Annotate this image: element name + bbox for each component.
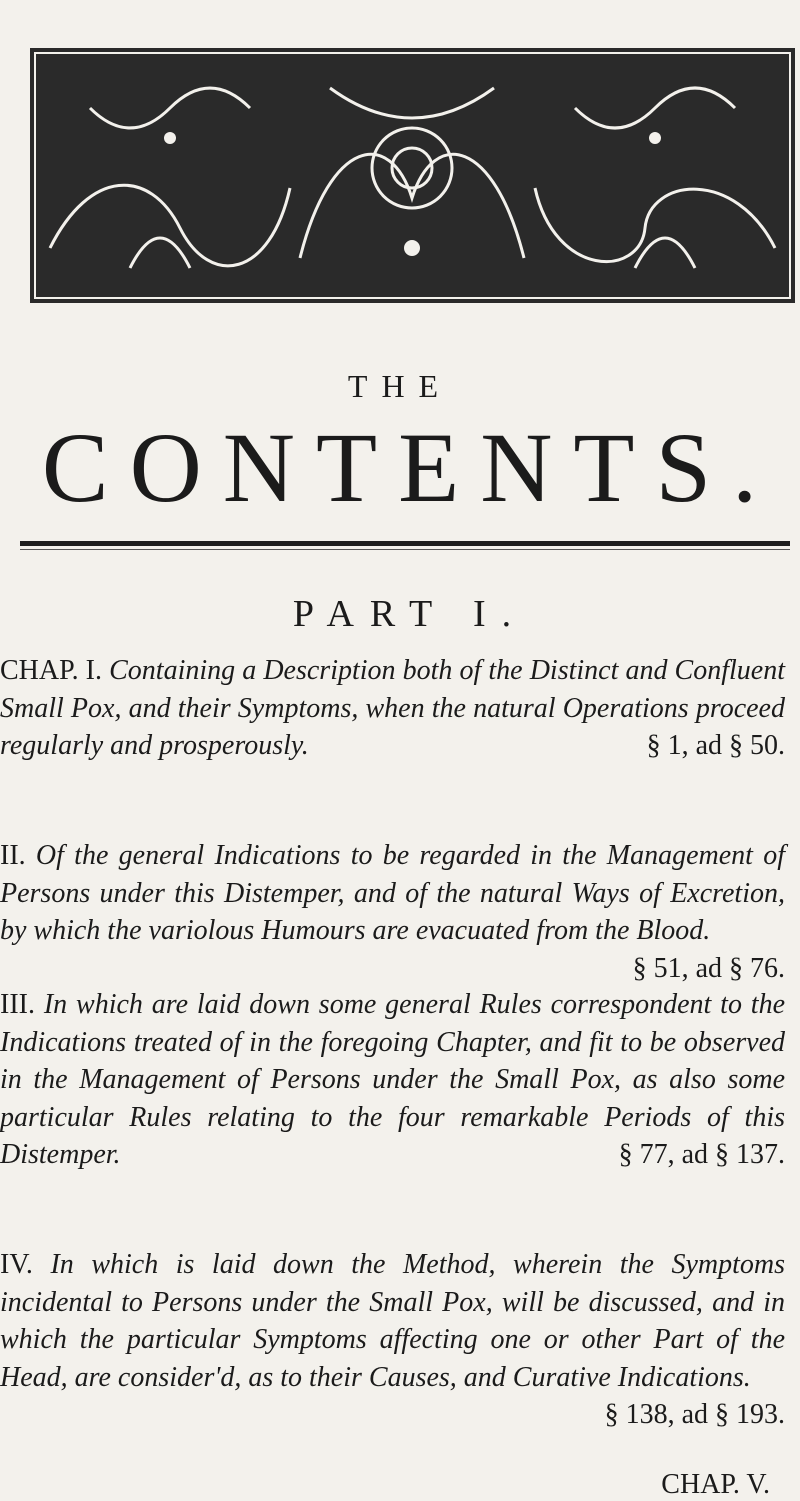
contents-entry-chap-3 xyxy=(0,986,785,1174)
catchword: CHAP. V. xyxy=(661,1469,770,1500)
entry-text: Of the general Indications to be regarded in the Management of Persons under this Distemper, and of the natural Ways of Excretion, by which the variolous Humours are evacuated from the Blood. xyxy=(0,840,785,946)
title-contents: CONTENTS. xyxy=(41,412,779,523)
contents-entry-chap-2 xyxy=(0,837,785,987)
entry-text: Containing a Description both of the Distinct and Confluent Small Pox, and their Symptoms, when the natural Operations proceed regularly and prosperously. xyxy=(0,655,786,761)
entry-text: In which is laid down the Method, wherein the Symptoms incidental to Persons under the Small Pox, will be discussed, and in which the particular Symptoms affecting one or other Part of the Head, are consider'd, as to their Causes, and Curative Indications. xyxy=(0,1249,785,1393)
contents-entry-chap-1 xyxy=(0,652,785,765)
entry-section-ref: § 1, ad § 50. xyxy=(646,730,785,761)
title-rule xyxy=(20,541,790,546)
entry-label: IV. xyxy=(0,1249,33,1280)
entry-section-ref: § 138, ad § 193. xyxy=(604,1399,785,1430)
title-rule-thin xyxy=(20,549,790,550)
entry-label: CHAP. I. xyxy=(0,655,103,686)
part-heading: PART I. xyxy=(292,593,528,635)
title-the: THE xyxy=(347,368,453,404)
entry-text: In which are laid down some general Rules correspondent to the Indications treated of in the foregoing Chapter, and fit to be observed in the Management of Persons under the Small Pox, as also some particular Rules relating to the four remarkable Periods of this Distemper. xyxy=(0,989,786,1170)
entry-section-ref: § 51, ad § 76. xyxy=(632,952,785,984)
contents-entry-chap-4 xyxy=(0,1246,785,1434)
ornamental-headpiece xyxy=(30,48,795,303)
entry-section-ref: § 77, ad § 137. xyxy=(618,1139,785,1170)
entry-label: II. xyxy=(0,840,26,871)
entry-label: III. xyxy=(0,989,35,1020)
